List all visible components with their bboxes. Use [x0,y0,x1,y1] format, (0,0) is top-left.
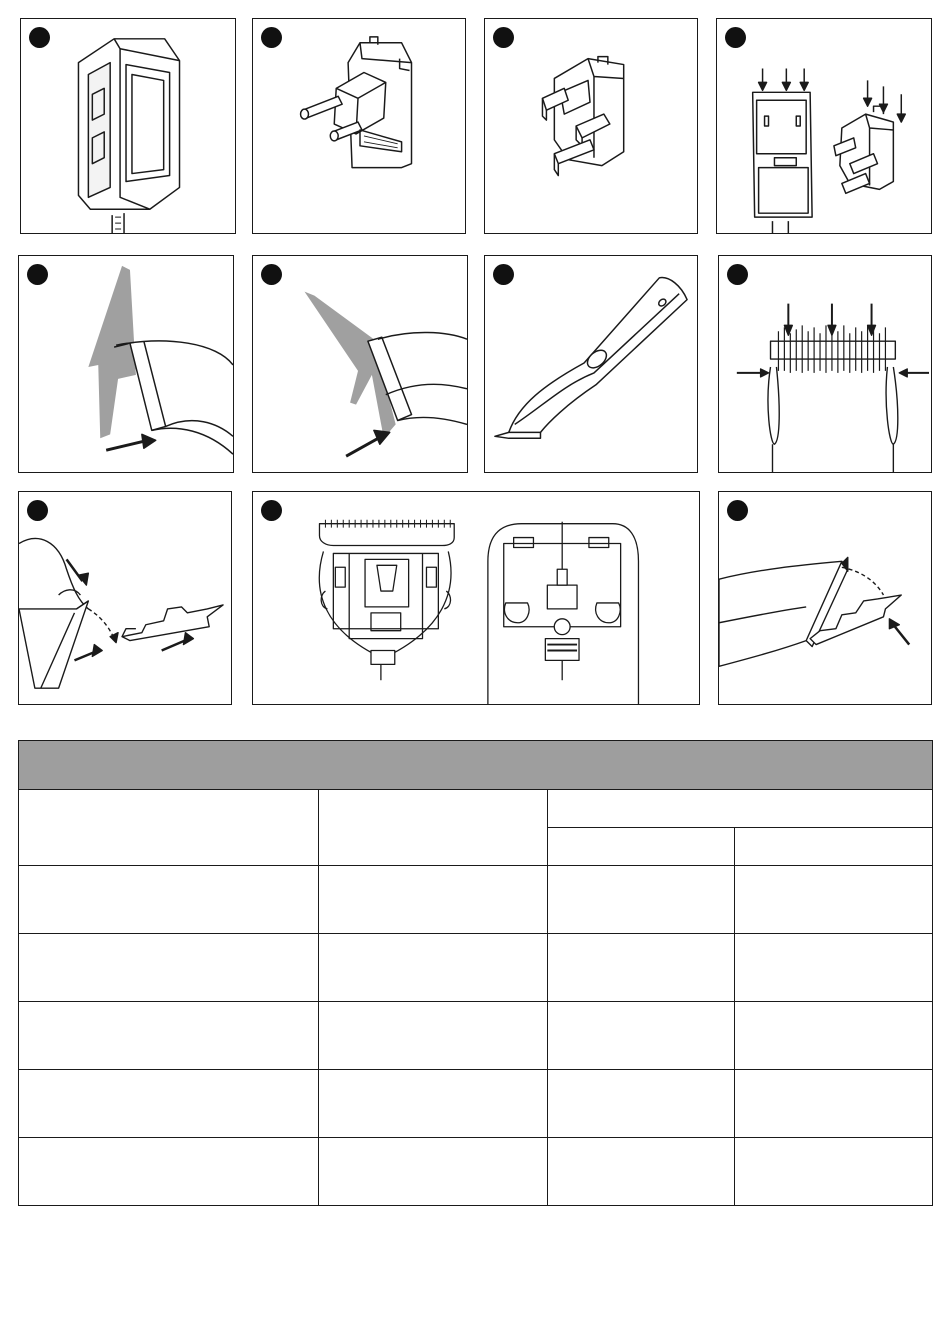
step-number-marker [493,27,514,48]
table-cell [548,1138,735,1206]
step-4-panel [716,18,932,234]
table-cell [319,1002,548,1070]
table-cell [548,790,933,828]
attach-plug-icon [717,19,931,233]
step-5-panel [18,255,234,473]
table-cell [319,1070,548,1138]
blade-refit-icon [719,492,931,704]
table-row [19,934,933,1002]
step-number-marker [727,264,748,285]
step-11-panel [718,491,932,705]
blade-removal-icon [19,492,231,704]
step-number-marker [261,264,282,285]
step-number-marker [29,27,50,48]
table-cell [319,1138,548,1206]
table-row [19,1070,933,1138]
step-number-marker [261,500,282,521]
specification-table [18,740,933,1206]
table-row [19,866,933,934]
table-cell [548,866,735,934]
table-cell [19,1070,319,1138]
table-cell [19,1138,319,1206]
step-number-marker [261,27,282,48]
uk-plug-icon [485,19,697,233]
step-9-panel [18,491,232,705]
table-cell [319,934,548,1002]
table-cell [735,1002,933,1070]
step-1-panel [20,18,236,234]
step-number-marker [493,264,514,285]
step-8-panel [718,255,932,473]
table-cell [735,828,933,866]
step-2-panel [252,18,466,234]
table-cell [319,866,548,934]
table-cell [735,1070,933,1138]
blade-brush-icon [719,256,931,472]
table-cell [735,866,933,934]
step-number-marker [27,264,48,285]
step-7-panel [484,255,698,473]
table-cell [319,790,548,866]
step-number-marker [27,500,48,521]
comb-remove-icon [253,256,467,472]
step-10-panel [252,491,700,705]
table-cell [19,1002,319,1070]
step-number-marker [727,500,748,521]
table-cell [548,1070,735,1138]
table-cell [19,790,319,866]
table-row [19,1138,933,1206]
table-cell [735,934,933,1002]
table-cell [548,1002,735,1070]
step-number-marker [725,27,746,48]
table-cell [735,1138,933,1206]
step-3-panel [484,18,698,234]
table-cell [19,934,319,1002]
table-header [19,741,933,790]
euro-plug-icon [253,19,465,233]
step-6-panel [252,255,468,473]
table-cell [548,828,735,866]
trimmer-icon [485,256,697,472]
plug-adapter-icon [21,19,235,233]
comb-attach-icon [19,256,233,472]
blade-assembly-icon [253,492,699,704]
table-row [19,1002,933,1070]
table-cell [19,866,319,934]
table-cell [548,934,735,1002]
